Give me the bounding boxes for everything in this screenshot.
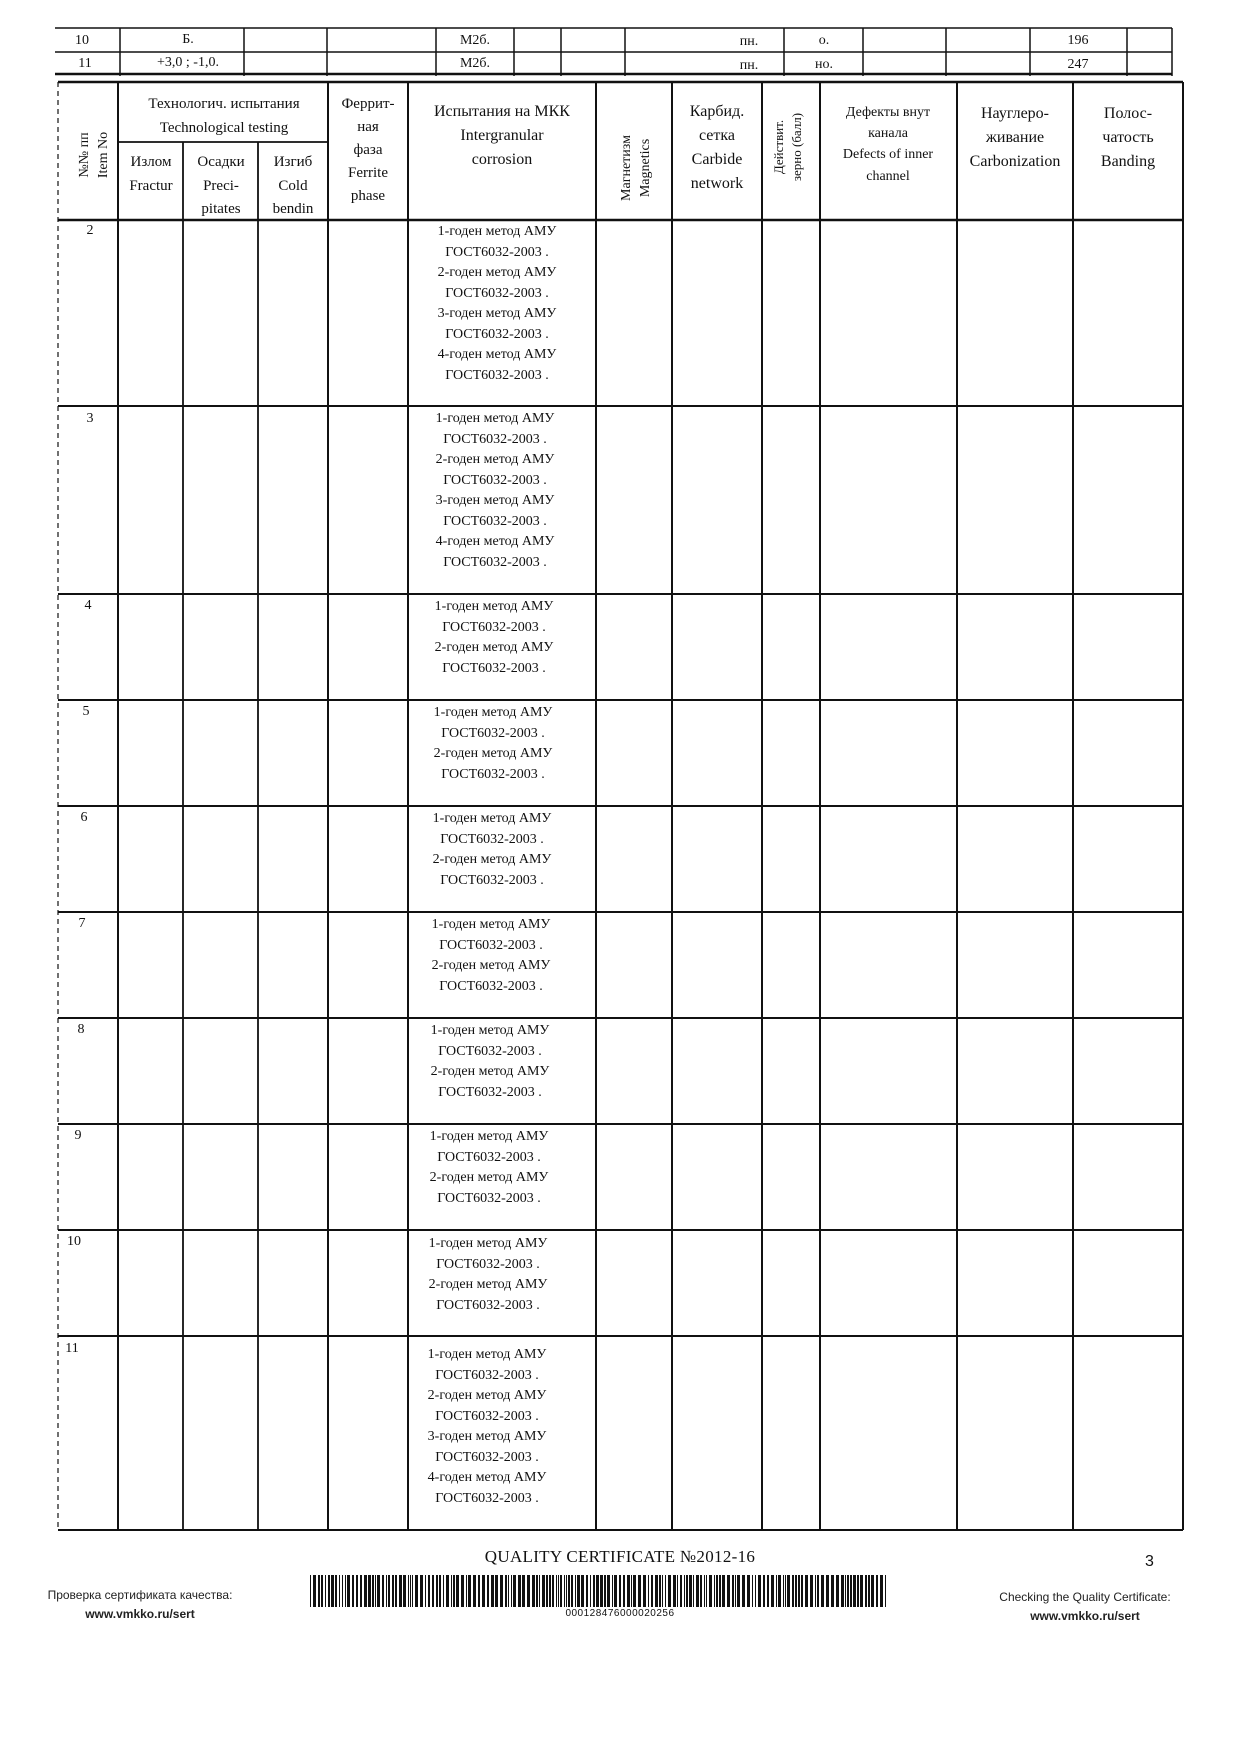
mkk-result-line: 4-годен метод АМУ [435,534,555,549]
mkk-result-line: ГОСТ6032-2003 . [442,661,546,676]
header-bend-en1: Cold [278,178,308,194]
header-carbide-l2: сетка [698,127,736,144]
mkk-result-line: ГОСТ6032-2003 . [443,555,547,570]
header-grain-ru1: Действит. [771,119,786,175]
top-row-spec: М2б. [459,33,491,48]
header-precip-en2: pitates [201,201,241,217]
mkk-result-line: 1-годен метод АМУ [427,1347,547,1362]
mkk-result-line: 2-годен метод АМУ [432,852,552,867]
verify-note-ru [30,1586,250,1624]
top-row-c2: о. [818,33,830,48]
mkk-result-line: 1-годен метод АМУ [430,1023,550,1038]
mkk-result-line: ГОСТ6032-2003 . [438,1085,542,1100]
top-row-dim: +3,0 ; -1,0. [157,55,219,70]
header-carbon-l1: Науглеро- [980,105,1050,122]
top-row-num: 196 [1067,33,1089,48]
header-magnetics-ru: Магнетизм [619,135,634,201]
barcode [310,1575,886,1607]
header-band-l2: чатость [1102,129,1154,146]
mkk-result-line: ГОСТ6032-2003 . [445,286,549,301]
header-band-l1: Полос- [1103,105,1153,122]
header-carbide-l3: Carbide [691,151,743,168]
mkk-result-line: 1-годен метод АМУ [433,705,553,720]
header-bend-en2: bendin [272,201,314,217]
mkk-result-line: 4-годен метод АМУ [437,347,557,362]
mkk-result-line: 1-годен метод АМУ [429,1129,549,1144]
mkk-result-line: ГОСТ6032-2003 . [440,873,544,888]
header-ferrite-l3: фаза [353,142,383,158]
header-ferrite-l2: ная [357,119,379,135]
mkk-result-line: ГОСТ6032-2003 . [443,514,547,529]
mkk-result-line: ГОСТ6032-2003 . [443,473,547,488]
top-row-item: 11 [78,56,92,71]
header-carbide-l4: network [690,175,744,192]
header-band-l3: Banding [1100,153,1156,170]
table-header [77,96,1155,217]
verify-note-en-label: Checking the Quality Certificate: [999,1590,1171,1604]
mkk-result-line: 2-годен метод АМУ [434,640,554,655]
header-tech-en: Technological testing [159,120,289,136]
row-item-number: 11 [65,1341,79,1356]
header-item-en: Item No [96,131,111,179]
top-row-spec: М2б. [459,56,491,71]
header-magnetics-en: Magnetics [638,138,653,198]
header-defects-l4: channel [866,169,910,184]
header-fracture-en: Fractur [129,178,173,194]
mkk-result-line: 2-годен метод АМУ [437,265,557,280]
mkk-result-line: ГОСТ6032-2003 . [440,832,544,847]
top-row-num: 247 [1067,57,1089,72]
header-carbide-l1: Карбид. [689,103,745,120]
header-ferrite-l5: phase [350,188,386,204]
header-mkk-en2: corrosion [471,151,533,168]
mkk-result-line: 1-годен метод АМУ [437,224,557,239]
row-item-number: 2 [86,223,94,238]
row-item-number: 9 [74,1128,82,1143]
main-table-grid [58,82,1183,1530]
top-row-c1: пн. [739,58,759,73]
mkk-result-line: 2-годен метод АМУ [433,746,553,761]
mkk-result-line: 2-годен метод АМУ [428,1277,548,1292]
row-item-number: 8 [77,1022,85,1037]
mkk-result-line: ГОСТ6032-2003 . [435,1491,539,1506]
certificate-title: QUALITY CERTIFICATE №2012-16 [484,1547,756,1566]
top-row-dim: Б. [182,32,194,47]
header-defects-l3: Defects of inner [842,147,934,162]
mkk-result-line: 1-годен метод АМУ [428,1236,548,1251]
top-row-item: 10 [75,33,89,48]
mkk-result-line: ГОСТ6032-2003 . [445,327,549,342]
header-precip-en1: Preci- [203,178,239,194]
header-bend-ru: Изгиб [273,154,313,170]
mkk-result-line: 4-годен метод АМУ [427,1470,547,1485]
header-ferrite-l1: Феррит- [341,96,395,112]
mkk-result-line: ГОСТ6032-2003 . [442,620,546,635]
verify-link-ru[interactable]: www.vmkko.ru/sert [85,1607,195,1621]
mkk-result-line: 2-годен метод АМУ [431,958,551,973]
mkk-result-line: 1-годен метод АМУ [434,599,554,614]
mkk-result-line: ГОСТ6032-2003 . [435,1368,539,1383]
header-tech-ru: Технологич. испытания [148,96,300,112]
header-mkk-en1: Intergranular [460,127,544,144]
mkk-result-line: ГОСТ6032-2003 . [439,938,543,953]
mkk-result-line: 1-годен метод АМУ [431,917,551,932]
mkk-result-line: 3-годен метод АМУ [435,493,555,508]
row-item-number: 7 [78,916,86,931]
row-item-number: 3 [86,411,94,426]
header-grain-ru2: зерно (балл) [789,112,804,182]
top-continuation-table [55,28,1172,76]
mkk-result-line: 2-годен метод АМУ [429,1170,549,1185]
mkk-result-line: ГОСТ6032-2003 . [436,1298,540,1313]
verify-note-en [970,1588,1200,1626]
mkk-result-line: ГОСТ6032-2003 . [435,1450,539,1465]
mkk-result-line: 3-годен метод АМУ [427,1429,547,1444]
mkk-result-line: ГОСТ6032-2003 . [441,767,545,782]
mkk-result-line: ГОСТ6032-2003 . [441,726,545,741]
mkk-result-line: 2-годен метод АМУ [427,1388,547,1403]
mkk-result-line: ГОСТ6032-2003 . [436,1257,540,1272]
mkk-result-line: 1-годен метод АМУ [432,811,552,826]
header-precip-ru: Осадки [197,154,245,170]
header-carbon-l2: живание [985,129,1045,146]
mkk-result-line: 2-годен метод АМУ [435,452,555,467]
mkk-result-line: ГОСТ6032-2003 . [437,1150,541,1165]
row-item-number: 10 [67,1234,81,1249]
mkk-result-line: ГОСТ6032-2003 . [445,245,549,260]
header-item-ru: №№ пп [77,132,92,178]
row-item-number: 6 [80,810,88,825]
header-defects-l2: канала [868,126,908,141]
top-row-c1: пн. [739,34,759,49]
verify-note-ru-label: Проверка сертификата качества: [47,1588,233,1602]
mkk-result-line: 1-годен метод АМУ [435,411,555,426]
mkk-result-line: 3-годен метод АМУ [437,306,557,321]
mkk-result-line: ГОСТ6032-2003 . [439,979,543,994]
mkk-result-line: 2-годен метод АМУ [430,1064,550,1079]
verify-link-en[interactable]: www.vmkko.ru/sert [1030,1609,1140,1623]
header-defects-l1: Дефекты внут [845,105,931,120]
header-fracture-ru: Излом [130,154,172,170]
mkk-result-line: ГОСТ6032-2003 . [445,368,549,383]
row-item-number: 5 [82,704,90,719]
mkk-result-line: ГОСТ6032-2003 . [438,1044,542,1059]
header-ferrite-l4: Ferrite [348,165,388,181]
row-item-number: 4 [84,598,92,613]
top-row-c2: но. [815,57,833,72]
page-number: 3 [1145,1553,1154,1570]
header-mkk-ru: Испытания на МКК [434,103,570,120]
mkk-result-line: ГОСТ6032-2003 . [435,1409,539,1424]
mkk-result-line: ГОСТ6032-2003 . [437,1191,541,1206]
mkk-result-line: ГОСТ6032-2003 . [443,432,547,447]
header-carbon-l3: Carbonization [969,153,1061,170]
barcode-number: 000128476000020256 [565,1608,675,1619]
